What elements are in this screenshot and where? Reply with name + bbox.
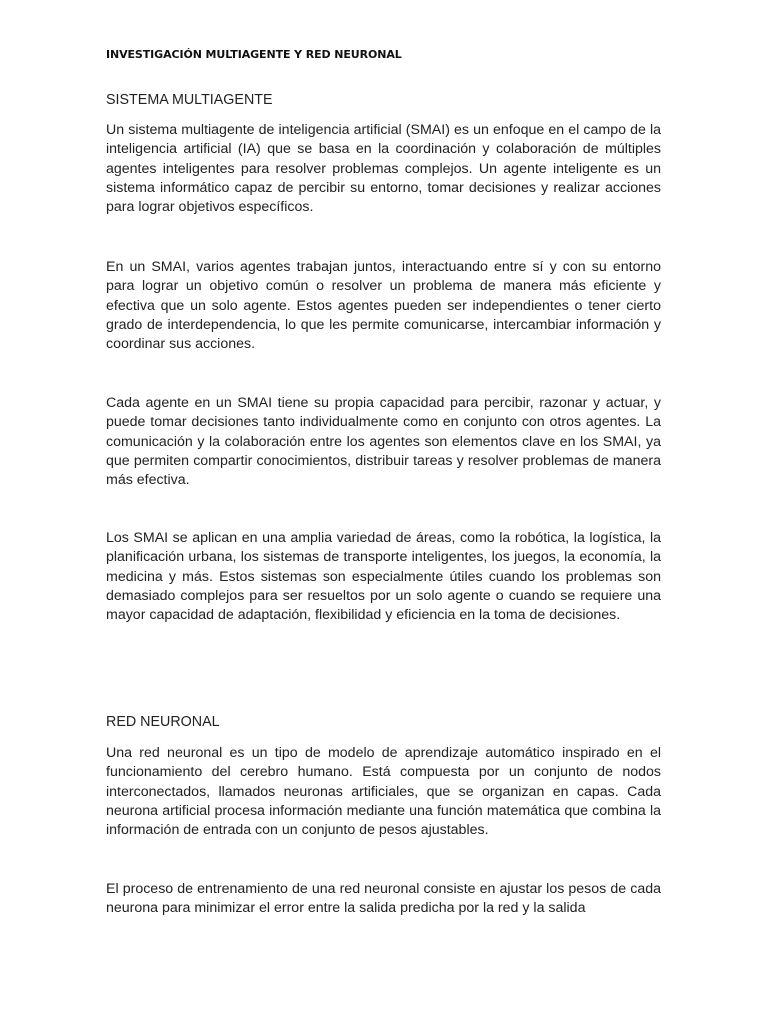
document-title: INVESTIGACIÓN MULTIAGENTE Y RED NEURONAL [106, 48, 402, 61]
paragraph-neural-network-training: El proceso de entrenamiento de una red neuronal consiste en ajustar los pesos de cada neurona para minimizar el error entre la salida predicha por la red y la salida [106, 881, 661, 917]
paragraph-smai-agent-capacity: Cada agente en un SMAI tiene su propia capacidad para percibir, razonar y actuar, y puede tomar decisiones tanto individualmente como en conjunto con otros agentes. La comunicación y la colaboración entre los agentes son elementos clave en los SMAI, ya que permiten compartir conocimientos, distribuir tareas y resolver problemas de manera más efectiva. [106, 395, 661, 489]
paragraph-smai-definition: Un sistema multiagente de inteligencia artificial (SMAI) es un enfoque en el campo de la inteligencia artificial (IA) que se basa en la coordinación y colaboración de múltiples agentes inteligentes para resolver problemas complejos. Un agente inteligente es un sistema informático capaz de percibir su entorno, tomar decisiones y realizar acciones para lograr objetivos específicos. [106, 122, 661, 216]
paragraph-smai-applications: Los SMAI se aplican en una amplia variedad de áreas, como la robótica, la logística, la planificación urbana, los sistemas de transporte inteligentes, los juegos, la economía, la medicina y más. Estos sistemas son especialmente útiles cuando los problemas son demasiado complejos para ser resueltos por un solo agente o cuando se requiere una mayor capacidad de adaptación, flexibilidad y eficiencia en la toma de decisiones. [106, 530, 661, 624]
paragraph-smai-agents-together: En un SMAI, varios agentes trabajan juntos, interactuando entre sí y con su entorno para lograr un objetivo común o resolver un problema de manera más eficiente y efectiva que un solo agente. Estos agentes pueden ser independientes o tener cierto grado de interdependencia, lo que les permite comunicarse, intercambiar información y coordinar sus acciones. [106, 259, 661, 353]
section-heading-red-neuronal: RED NEURONAL [106, 714, 220, 730]
section-heading-sistema-multiagente: SISTEMA MULTIAGENTE [106, 92, 273, 108]
paragraph-neural-network-definition: Una red neuronal es un tipo de modelo de aprendizaje automático inspirado en el funcionamiento del cerebro humano. Está compuesta por un conjunto de nodos interconectados, llamados neuronas artificiales, que se organizan en capas. Cada neurona artificial procesa información mediante una función matemática que combina la información de entrada con un conjunto de pesos ajustables. [106, 745, 661, 839]
